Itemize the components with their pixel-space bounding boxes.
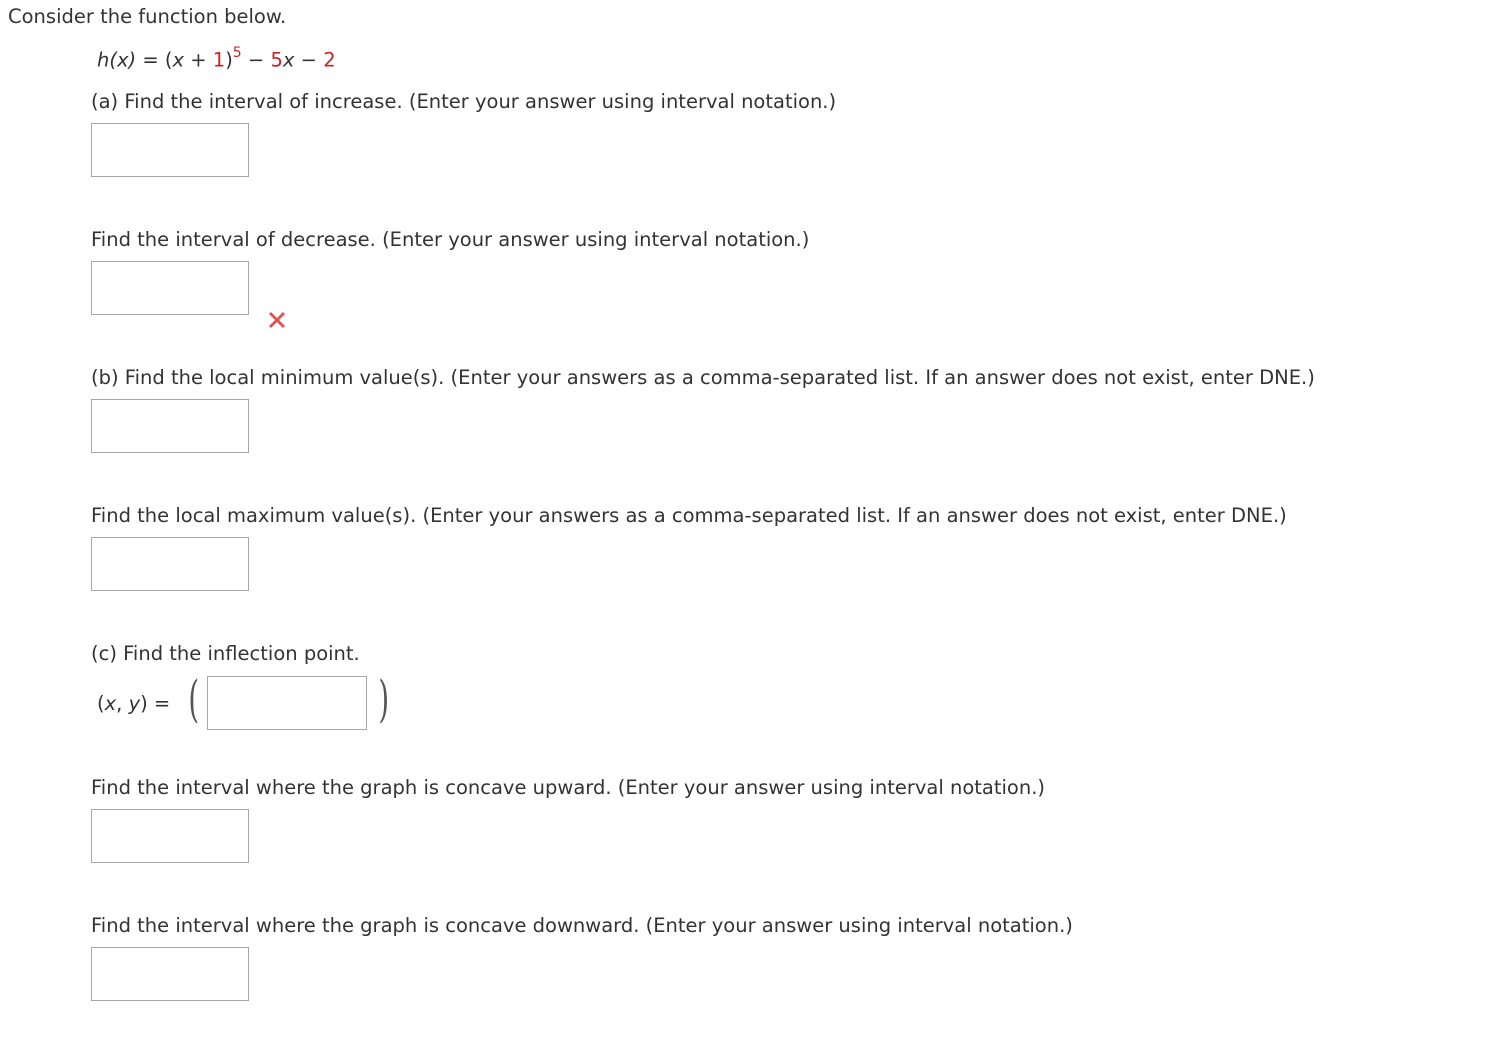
xy-label-y: y xyxy=(128,692,141,715)
left-paren: ( xyxy=(188,670,200,728)
formula-minus-1: − xyxy=(241,48,271,72)
formula-x2: x xyxy=(282,48,295,72)
question-b-max: Find the local maximum value(s). (Enter your answers as a comma-separated list. If an answer does not exist, enter DNE.) xyxy=(91,504,1287,527)
xy-label xyxy=(97,692,170,715)
xy-label-open: ( xyxy=(97,692,105,715)
xy-label-close: ) = xyxy=(140,692,171,715)
formula-const: 2 xyxy=(323,48,336,72)
question-c-concave-down: Find the interval where the graph is concave downward. (Enter your answer using interval notation.) xyxy=(91,914,1073,937)
formula-minus-2: − xyxy=(294,48,324,72)
function-formula xyxy=(97,47,336,72)
wrong-answer-icon xyxy=(265,308,289,332)
xy-label-x: x xyxy=(104,692,117,715)
formula-plus: + xyxy=(184,48,213,72)
formula-coef: 5 xyxy=(270,48,283,72)
concave-down-input[interactable] xyxy=(91,947,249,1001)
formula-exponent: 5 xyxy=(232,45,242,61)
question-a-increase: (a) Find the interval of increase. (Enter your answer using interval notation.) xyxy=(91,90,837,113)
formula-lhs: h(x) xyxy=(97,48,137,72)
question-c-inflection: (c) Find the inflection point. xyxy=(91,642,360,665)
increase-interval-input[interactable] xyxy=(91,123,249,177)
question-c-concave-up: Find the interval where the graph is concave upward. (Enter your answer using interval notation.) xyxy=(91,776,1046,799)
concave-up-input[interactable] xyxy=(91,809,249,863)
local-max-input[interactable] xyxy=(91,537,249,591)
formula-one: 1 xyxy=(212,48,226,72)
formula-close: ) xyxy=(225,48,233,72)
inflection-point-input[interactable] xyxy=(207,676,367,730)
xy-label-comma: , xyxy=(116,692,129,715)
formula-eq: = ( xyxy=(136,48,173,72)
right-paren: ) xyxy=(378,670,390,728)
local-min-input[interactable] xyxy=(91,399,249,453)
question-b-min: (b) Find the local minimum value(s). (Enter your answers as a comma-separated list. If an answer does not exist, enter DNE.) xyxy=(91,366,1315,389)
intro-text: Consider the function below. xyxy=(8,5,287,28)
question-a-decrease: Find the interval of decrease. (Enter your answer using interval notation.) xyxy=(91,228,810,251)
decrease-interval-input[interactable] xyxy=(91,261,249,315)
formula-x: x xyxy=(172,48,185,72)
